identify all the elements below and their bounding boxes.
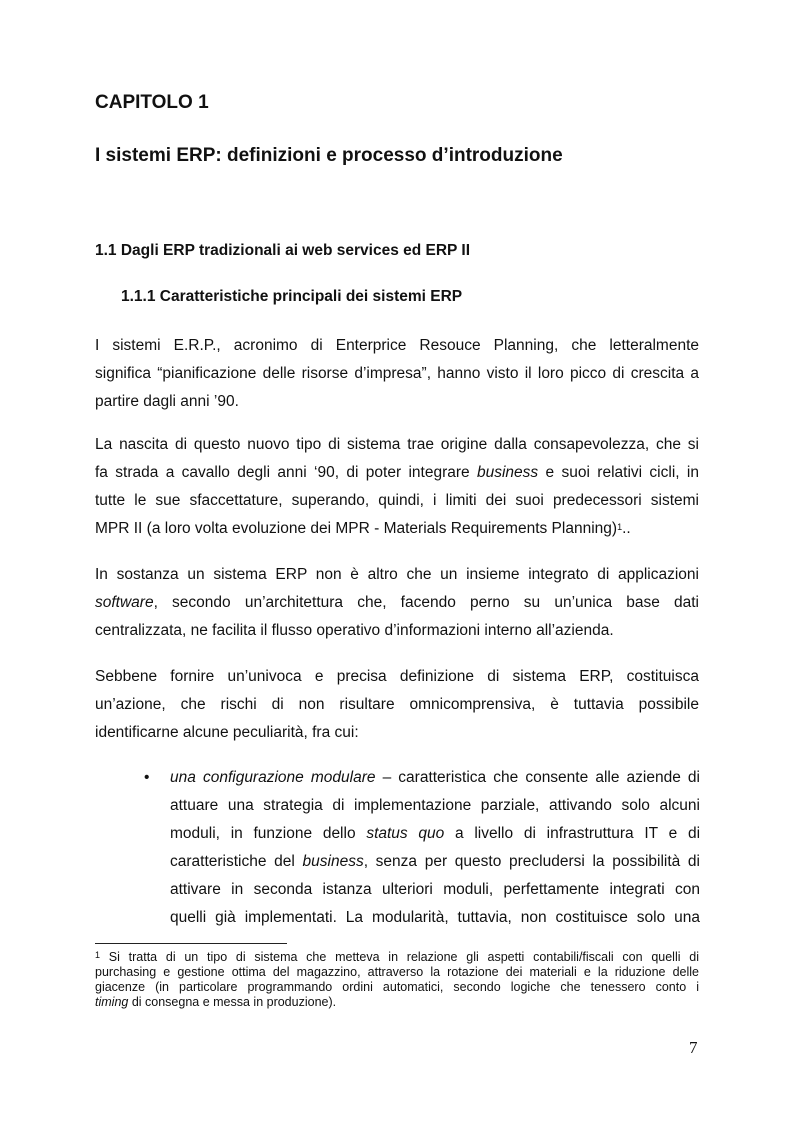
paragraph-2 bbox=[95, 431, 699, 543]
footnote bbox=[95, 950, 699, 1010]
paragraph-1 bbox=[95, 332, 699, 416]
paragraph-line: un’azione, che rischi di non risultare omnicomprensiva, è tuttavia possibile bbox=[95, 696, 699, 713]
bullet-line bbox=[170, 764, 700, 792]
subsection-title: 1.1.1 Caratteristiche principali dei sistemi ERP bbox=[121, 288, 463, 305]
bullet-icon: • bbox=[144, 769, 150, 786]
paragraph-line: significa “pianificazione delle risorse d’impresa”, hanno visto il loro picco di crescita a bbox=[95, 365, 699, 382]
paragraph-line: In sostanza un sistema ERP non è altro che un insieme integrato di applicazioni bbox=[95, 566, 699, 583]
footnote-marker: 1 bbox=[95, 950, 101, 960]
text-run: a livello di infrastruttura IT e di bbox=[444, 825, 701, 842]
text-run: e suoi relativi cicli, in bbox=[538, 464, 699, 481]
italic-term: una configurazione modulare bbox=[170, 769, 376, 786]
text-run: di consegna e messa in produzione). bbox=[128, 995, 337, 1009]
footnote-line: giacenze (in particolare programmando ordini automatici, secondo logiche che tenessero conto i bbox=[95, 980, 699, 994]
text-run: caratteristiche del bbox=[170, 853, 303, 870]
paragraph-line bbox=[95, 589, 699, 617]
paragraph-line: I sistemi E.R.P., acronimo di Enterprice Resouce Planning, che letteralmente bbox=[95, 337, 699, 354]
footnote-line bbox=[95, 950, 699, 965]
italic-term: business bbox=[302, 853, 364, 870]
bullet-line: attuare una strategia di implementazione parziale, attivando solo alcuni bbox=[170, 797, 700, 814]
paragraph-line bbox=[95, 515, 699, 543]
paragraph-line: Sebbene fornire un’univoca e precisa definizione di sistema ERP, costituisca bbox=[95, 668, 699, 685]
footnote-line: purchasing e gestione ottima del magazzino, attraverso la rotazione dei materiali e la riduzione delle bbox=[95, 965, 699, 979]
paragraph-line: partire dagli anni ’90. bbox=[95, 393, 239, 410]
text-run: , senza per questo precludersi la possibilità di bbox=[363, 853, 700, 870]
paragraph-4 bbox=[95, 663, 699, 747]
page-number: 7 bbox=[689, 1038, 698, 1057]
text-run: Si tratta di un tipo di sistema che metteva in relazione gli aspetti contabili/fiscali con quelli di bbox=[100, 950, 699, 964]
chapter-label: CAPITOLO 1 bbox=[95, 92, 209, 113]
text-run: .. bbox=[622, 520, 631, 537]
text-run: – caratteristica che consente alle aziende di bbox=[375, 769, 700, 786]
italic-term: software bbox=[95, 594, 154, 611]
bullet-line: attivare in seconda istanza ulteriori moduli, perfettamente integrati con bbox=[170, 881, 700, 898]
footnote-divider bbox=[95, 943, 287, 944]
chapter-title: I sistemi ERP: definizioni e processo d’introduzione bbox=[95, 145, 563, 166]
paragraph-line: centralizzata, ne facilita il flusso operativo d’informazioni interno all’azienda. bbox=[95, 622, 614, 639]
paragraph-line bbox=[95, 459, 699, 487]
bullet-line: quelli già implementati. La modularità, tuttavia, non costituisce solo una bbox=[170, 909, 700, 926]
text-run: MPR II (a loro volta evoluzione dei MPR - Materials Requirements Planning) bbox=[95, 520, 618, 537]
paragraph-line: La nascita di questo nuovo tipo di sistema trae origine dalla consapevolezza, che si bbox=[95, 436, 699, 453]
paragraph-line: identificarne alcune peculiarità, fra cui: bbox=[95, 724, 359, 741]
text-run: moduli, in funzione dello bbox=[170, 825, 367, 842]
italic-term: business bbox=[477, 464, 539, 481]
bullet-line bbox=[170, 848, 700, 876]
footnote-reference[interactable]: 1 bbox=[617, 522, 623, 532]
section-title: 1.1 Dagli ERP tradizionali ai web services ed ERP II bbox=[95, 242, 471, 259]
paragraph-line: tutte le sue sfaccettature, superando, quindi, i limiti dei suoi predecessori sistemi bbox=[95, 492, 699, 509]
bullet-text bbox=[170, 764, 700, 932]
text-run: fa strada a cavallo degli anni ‘90, di poter integrare bbox=[95, 464, 477, 481]
footnote-line bbox=[95, 995, 699, 1010]
paragraph-3 bbox=[95, 561, 699, 645]
italic-term: status quo bbox=[366, 825, 445, 842]
bullet-line bbox=[170, 820, 700, 848]
text-run: , secondo un’architettura che, facendo perno su un’unica base dati bbox=[153, 594, 699, 611]
italic-term: timing bbox=[95, 995, 129, 1009]
